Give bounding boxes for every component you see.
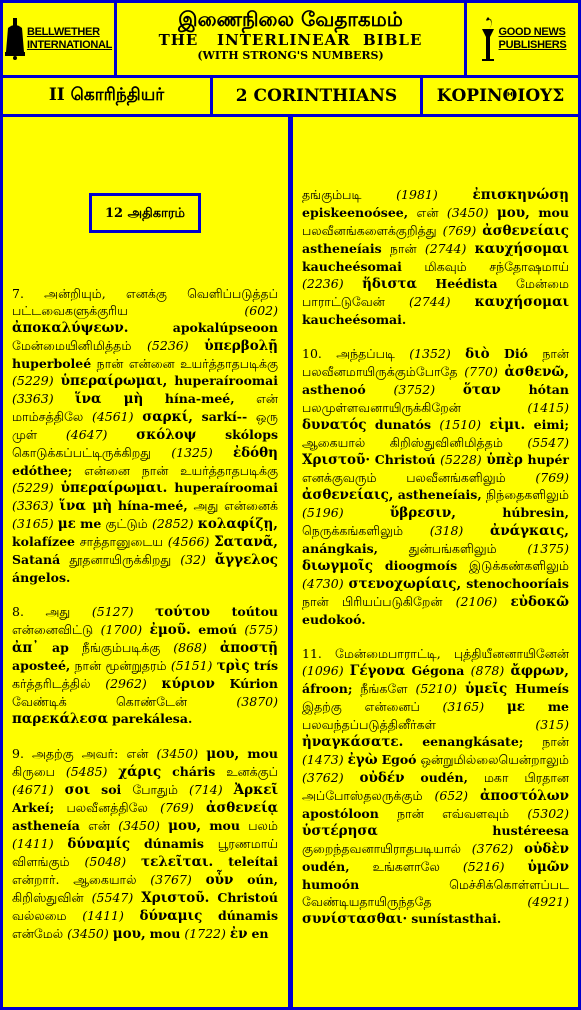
greek-word: με — [57, 516, 76, 532]
strongs-number: (3450) — [446, 205, 489, 220]
header — [0, 0, 581, 78]
greek-word: ὑμῶν — [527, 859, 569, 875]
strongs-number: (3363) — [12, 498, 54, 513]
transliteration: mou — [149, 926, 181, 941]
strongs-number: (3450) — [156, 746, 199, 761]
greek-word: Χριστοῦ. — [141, 890, 210, 906]
greek-word: ἐπισκηνώσῃ — [472, 187, 569, 203]
strongs-number: (5151) — [170, 658, 213, 673]
title-block — [117, 3, 464, 75]
logo-right-line2: PUBLISHERS — [498, 39, 567, 51]
transliteration: anángkais, — [302, 541, 379, 556]
strongs-number: (575) — [244, 622, 278, 637]
strongs-number: (868) — [173, 640, 207, 655]
transliteration: mou — [538, 205, 569, 220]
greek-word: παρεκάλεσα — [12, 711, 108, 727]
good-news-logo — [464, 3, 578, 75]
greek-word: ἀποστόλων — [479, 788, 569, 804]
strongs-number: (3165) — [442, 699, 485, 714]
transliteration: astheneíais, — [397, 487, 482, 502]
strongs-number: (2236) — [302, 276, 344, 291]
transliteration: sunístasthai. — [411, 911, 502, 926]
transliteration: dunatós — [374, 417, 432, 432]
greek-word: οὐδέν — [359, 770, 405, 786]
transliteration: dúnamis — [143, 836, 204, 851]
transliteration: dioogmoís — [384, 558, 458, 573]
transliteration: asthenoó — [302, 382, 366, 397]
verse-paragraph: 7. அன்றியும், எனக்கு வெளிப்படுத்தப் பட்டவைகளுக்குரிய (602) ἀποκαλύψεων. apokalúpseoon மேன்மையினிமித்தம் (5236) ὑπερβολῇ huperboleé நான் என்னை உயர்த்தாதபடிக்கு (5229) ὑπεραίρωμαι, huperaíroomai (3363) ἵνα μὴ hína-meé, என் மாம்சத்திலே (4561) σαρκί, sarkí-- ஒரு முள் (4647) σκόλοψ skólops கொடுக்கப்பட்டிருக்கிறது (1325) ἐδόθη edóthee; என்னை நான் உயர்த்தாதபடிக்கு (5229) ὑπεραίρωμαι. huperaíroomai (3363) ἵνα μὴ hína-meé, அது என்னைக் (3165) με me குட்டும் (2852) κολαφίζῃ, kolafízee சாத்தானுடைய (4566) Σατανᾶ, Sataná தூதனாயிருக்கிறது (32) ἄγγελος ángelos. — [12, 286, 278, 585]
greek-word: μου, — [112, 926, 146, 942]
title-tamil: இணைநிலை வேதாகமம் — [178, 7, 403, 31]
transliteration: en — [251, 926, 269, 941]
greek-word: καυχήσομαι — [474, 241, 569, 257]
strongs-number: (878) — [470, 663, 505, 678]
transliteration: oudén, — [302, 859, 350, 874]
book-title-tamil: II கொரிந்தியர் — [3, 78, 213, 114]
greek-word: ἥδιστα — [362, 276, 417, 292]
strongs-number: (769) — [535, 470, 569, 485]
strongs-number: (5216) — [462, 859, 505, 874]
transliteration: hupér — [527, 452, 569, 467]
greek-word: ἵνα μὴ — [59, 498, 113, 514]
strongs-number: (1096) — [302, 663, 344, 678]
book-title-greek: ΚΟΡΙΝΘΙΟΥΣ — [436, 86, 565, 106]
greek-word: σαρκί, — [142, 409, 193, 425]
strongs-number: (1325) — [171, 445, 213, 460]
greek-word: ὅταν — [462, 382, 501, 398]
greek-word: ἀσθενείαις, — [302, 487, 394, 503]
greek-word: ἐμοῦ. — [149, 622, 191, 638]
transliteration: edóthee; — [12, 463, 73, 478]
strongs-number: (5048) — [84, 854, 127, 869]
book-title-english: 2 CORINTHIANS — [213, 78, 423, 114]
strongs-number: (5210) — [415, 681, 458, 696]
bell-icon — [5, 18, 25, 60]
right-column — [302, 186, 569, 945]
strongs-number: (1981) — [396, 187, 438, 202]
transliteration: oudén, — [420, 770, 468, 785]
transliteration: oún, — [247, 872, 278, 887]
strongs-number: (32) — [180, 552, 206, 567]
transliteration: Christoú — [374, 452, 436, 467]
greek-word: δυνατός — [302, 417, 367, 433]
greek-word: ἄφρων, — [510, 663, 569, 679]
greek-word: σκόλοψ — [136, 427, 197, 443]
transliteration: me — [547, 699, 569, 714]
transliteration: stenochooríais — [466, 576, 569, 591]
strongs-number: (1352) — [409, 346, 451, 361]
greek-word: ἠναγκάσατε. — [302, 734, 404, 750]
transliteration: apostóloon — [302, 806, 379, 821]
strongs-number: (1375) — [527, 541, 569, 556]
left-verses — [12, 285, 278, 943]
strongs-number: (3870) — [236, 694, 278, 709]
transliteration: kaucheésomai — [302, 259, 402, 274]
bellwether-logo — [3, 3, 117, 75]
strongs-number: (1415) — [527, 400, 569, 415]
transliteration: ángelos. — [12, 570, 71, 585]
strongs-number: (5547) — [527, 435, 569, 450]
greek-word: καυχήσομαι — [474, 294, 569, 310]
transliteration: eenangkásate; — [422, 734, 524, 749]
transliteration: huperaíroomai — [174, 373, 278, 388]
greek-word: Σατανᾶ, — [214, 534, 278, 550]
strongs-number: (3450) — [118, 818, 160, 833]
transliteration: Sataná — [12, 552, 61, 567]
greek-word: Ἀρκεῖ — [233, 782, 278, 798]
greek-word: ὑπερβολῇ — [204, 338, 278, 354]
strongs-number: (1473) — [302, 752, 344, 767]
greek-word: δύναμις — [139, 908, 203, 924]
greek-word: ἀπ᾽ — [12, 640, 40, 656]
greek-word: ἀσθενῶ, — [504, 364, 569, 380]
strongs-number: (5547) — [91, 890, 134, 905]
greek-word: οὖν — [205, 872, 234, 888]
strongs-number: (4561) — [91, 409, 134, 424]
transliteration: astheneía — [12, 818, 80, 833]
verse-paragraph: 11. மேன்மைபாராட்டி, புத்தியீனனாயினேன் (1096) Γέγονα Gégona (878) ἄφρων, áfroon; நீங்களே (5210) ὑμεῖς Humeís இதற்கு என்னைப் (3165) με me பலவந்தப்படுத்தினீர்கள் (315) ἠναγκάσατε. eenangkásate; நான் (1473) ἐγὼ Egoó ஒன்றுமில்லையென்றாலும் (3762) οὐδέν oudén, மகா பிரதான அப்போஸ்தலருக்கும் (652) ἀποστόλων apostóloon நான் எவ்வளவும் (5302) ὑστέρησα hustéreesa குறைந்தவனாயிராதபடியால் (3762) οὐδὲν oudén, உங்களாலே (5216) ὑμῶν humoón மெச்சிக்கொள்ளப்பட வேண்டியதாயிருந்ததே (4921) συνίστασθαι· sunístasthai. — [302, 646, 569, 927]
greek-word: ὑστέρησα — [302, 823, 378, 839]
greek-word: ὑπὲρ — [486, 452, 523, 468]
transliteration: eimi; — [533, 417, 569, 432]
greek-word: ἀποκαλύψεων. — [12, 320, 129, 336]
strongs-number: (1510) — [439, 417, 481, 432]
transliteration: Kúrion — [229, 676, 278, 691]
transliteration: áfroon; — [302, 681, 353, 696]
greek-word: εἰμι. — [489, 417, 526, 433]
title-english: THE INTERLINEAR BIBLE — [158, 31, 423, 49]
greek-word: μου, — [496, 205, 530, 221]
transliteration: mou — [209, 818, 240, 833]
transliteration: Gégona — [411, 663, 465, 678]
strongs-number: (770) — [464, 364, 498, 379]
greek-word: με — [506, 699, 526, 715]
column-divider — [288, 117, 293, 1010]
transliteration: hustéreesa — [492, 823, 569, 838]
greek-word: κολαφίζῃ, — [197, 516, 278, 532]
greek-word: ἐγὼ — [347, 752, 378, 768]
transliteration: me — [80, 516, 102, 531]
transliteration: húbresin, — [502, 505, 569, 520]
strongs-number: (5127) — [91, 604, 134, 619]
logo-left-line2: INTERNATIONAL — [26, 39, 113, 51]
transliteration: episkeenoósee, — [302, 205, 409, 220]
transliteration: eudokoó. — [302, 612, 366, 627]
transliteration: hína-meé, — [164, 391, 235, 406]
greek-word: εὐδοκῶ — [510, 594, 569, 610]
left-column — [12, 120, 278, 960]
strongs-number: (3752) — [393, 382, 436, 397]
greek-word: ἀσθενείαις — [482, 223, 569, 239]
greek-word: τρὶς — [216, 658, 250, 674]
right-verses — [302, 186, 569, 928]
greek-word: ἐδόθη — [232, 445, 278, 461]
transliteration: Christoú — [217, 890, 278, 905]
greek-word: ὑμεῖς — [464, 681, 508, 697]
strongs-number: (2744) — [424, 241, 467, 256]
strongs-number: (3363) — [12, 391, 54, 406]
strongs-number: (1411) — [82, 908, 124, 923]
transliteration: Humeís — [515, 681, 569, 696]
strongs-number: (4921) — [527, 894, 569, 909]
greek-word: ὑπεραίρωμαι. — [60, 480, 168, 496]
greek-word: Γέγονα — [349, 663, 406, 679]
transliteration: hína-meé, — [117, 498, 188, 513]
greek-word: τελεῖται. — [141, 854, 214, 870]
strongs-number: (1722) — [184, 926, 226, 941]
verse-paragraph: 10. அந்தப்படி (1352) διὸ Dió நான் பலவீனமாயிருக்கும்போதே (770) ἀσθενῶ, asthenoó (3752) ὅταν hótan பலமுள்ளவனாயிருக்கிறேன் (1415) δυνατός dunatós (1510) εἰμι. eimi; ஆகையால் கிறிஸ்துவினிமித்தம் (5547) Χριστοῦ· Christoú (5228) ὑπὲρ hupér எனக்குவரும் பலவீனங்களிலும் (769) ἀσθενείαις, astheneíais, நிந்தைகளிலும் (5196) ὕβρεσιν, húbresin, நெருக்கங்களிலும் (318) ἀνάγκαις, anángkais, துன்பங்களிலும் (1375) διωγμοῖς dioogmoís இடுக்கண்களிலும் (4730) στενοχωρίαις, stenochooríais நான் பிரியப்படுகிறேன் (2106) εὐδοκῶ eudokoó. — [302, 346, 569, 627]
strongs-number: (652) — [434, 788, 469, 803]
strongs-number: (4671) — [12, 782, 54, 797]
transliteration: humoón — [302, 877, 360, 892]
strongs-number: (5302) — [527, 806, 569, 821]
verse-paragraph: 9. அதற்கு அவர்: என் (3450) μου, mou கிருபை (5485) χάρις cháris உனக்குப் (4671) σοι soi போதும் (714) Ἀρκεῖ Arkeí; பலவீனத்திலே (769) ἀσθενείᾳ astheneía என் (3450) μου, mou பலம் (1411) δύναμίς dúnamis பூரணமாய் விளங்கும் (5048) τελεῖται. teleítai என்றார். ஆகையால் (3767) οὖν oún, கிறிஸ்துவின் (5547) Χριστοῦ. Christoú வல்லமை (1411) δύναμις dúnamis என்மேல் (3450) μου, mou (1722) ἐν en — [12, 746, 278, 942]
strongs-number: (2744) — [408, 294, 451, 309]
transliteration: Dió — [504, 346, 528, 361]
strongs-number: (5485) — [65, 764, 108, 779]
transliteration: parekálesa. — [111, 711, 193, 726]
strongs-number: (2962) — [105, 676, 147, 691]
greek-word: διωγμοῖς — [302, 558, 373, 574]
strongs-number: (3762) — [302, 770, 344, 785]
strongs-number: (602) — [244, 303, 278, 318]
greek-word: οὐδὲν — [524, 841, 569, 857]
strongs-number: (318) — [429, 523, 464, 538]
greek-word: ὕβρεσιν, — [389, 505, 456, 521]
greek-word: δύναμίς — [67, 836, 131, 852]
transliteration: Arkeí; — [12, 800, 55, 815]
greek-word: ἐν — [229, 926, 248, 942]
book-title-bar — [0, 78, 581, 117]
strongs-number: (714) — [189, 782, 223, 797]
greek-word: διὸ — [465, 346, 490, 362]
strongs-number: (3762) — [471, 841, 514, 856]
transliteration: Egoó — [381, 752, 417, 767]
strongs-number: (3165) — [12, 516, 54, 531]
strongs-number: (5236) — [147, 338, 189, 353]
strongs-number: (1411) — [12, 836, 54, 851]
transliteration: astheneíais — [302, 241, 382, 256]
transliteration: apokalúpseoon — [172, 320, 278, 335]
strongs-number: (1700) — [100, 622, 143, 637]
transliteration: hótan — [528, 382, 569, 397]
chapter-heading: 12 அதிகாரம் — [89, 193, 201, 233]
greek-word: ἵνα μὴ — [75, 391, 144, 407]
strongs-number: (3767) — [150, 872, 192, 887]
greek-word: ὑπεραίρωμαι, — [60, 373, 168, 389]
verse-paragraph: தங்கும்படி (1981) ἐπισκηνώσῃ episkeenoósee, என் (3450) μου, mou பலவீனங்களைக்குறித்து (769) ἀσθενείαις astheneíais நான் (2744) καυχήσομαι kaucheésomai மிகவும் சந்தோஷமாய் (2236) ἥδιστα Heédista மேன்மை பாராட்டுவேன் (2744) καυχήσομαι kaucheésomai. — [302, 187, 569, 327]
greek-word: συνίστασθαι· — [302, 911, 408, 927]
greek-word: μου, — [206, 746, 240, 762]
transliteration: sarkí-- — [201, 409, 248, 424]
strongs-number: (5229) — [12, 373, 54, 388]
torch-icon — [479, 17, 497, 61]
greek-word: τούτου — [155, 604, 210, 620]
transliteration: toútou — [231, 604, 278, 619]
strongs-number: (5196) — [302, 505, 344, 520]
transliteration: ap — [52, 640, 69, 655]
transliteration: emoú — [198, 622, 237, 637]
greek-word: ἄγγελος — [214, 552, 278, 568]
transliteration: kaucheésomai. — [302, 312, 407, 327]
greek-word: σοι — [64, 782, 91, 798]
logo-left-line1: BELLWETHER — [26, 26, 100, 38]
verse-paragraph: 8. அது (5127) τούτου toútou என்னைவிட்டு (1700) ἐμοῦ. emoú (575) ἀπ᾽ ap நீங்கும்படிக்கு (868) ἀποστῇ aposteé, நான் மூன்றுதரம் (5151) τρὶς trís கர்த்தரிடத்தில் (2962) κύριον Kúrion வேண்டிக் கொண்டேன் (3870) παρεκάλεσα parekálesa. — [12, 604, 279, 727]
transliteration: kolafízee — [12, 534, 75, 549]
strongs-number: (315) — [535, 717, 569, 732]
strongs-number: (3450) — [67, 926, 109, 941]
transliteration: teleítai — [228, 854, 278, 869]
transliteration: Heédista — [435, 276, 498, 291]
greek-word: μου, — [168, 818, 202, 834]
greek-word: ἀνάγκαις, — [489, 523, 569, 539]
strongs-number: (4566) — [167, 534, 210, 549]
transliteration: trís — [253, 658, 278, 673]
strongs-number: (769) — [442, 223, 477, 238]
strongs-number: (5229) — [12, 480, 54, 495]
transliteration: skólops — [225, 427, 278, 442]
transliteration: huperboleé — [12, 356, 92, 371]
transliteration: cháris — [172, 764, 216, 779]
strongs-number: (2106) — [455, 594, 498, 609]
greek-word: χάρις — [118, 764, 162, 780]
strongs-number: (5228) — [440, 452, 482, 467]
greek-word: ἀσθενείᾳ — [205, 800, 278, 816]
logo-right-line1: GOOD NEWS — [498, 26, 566, 38]
strongs-number: (769) — [160, 800, 194, 815]
strongs-number: (2852) — [151, 516, 194, 531]
greek-word: Χριστοῦ· — [302, 452, 371, 468]
strongs-number: (4730) — [302, 576, 344, 591]
title-subtitle: (WITH STRONG'S NUMBERS) — [197, 49, 384, 62]
greek-word: στενοχωρίαις, — [348, 576, 462, 592]
transliteration: soi — [101, 782, 122, 797]
transliteration: huperaíroomai — [174, 480, 278, 495]
greek-word: ἀποστῇ — [219, 640, 279, 656]
transliteration: mou — [247, 746, 278, 761]
strongs-number: (4647) — [65, 427, 108, 442]
transliteration: dúnamis — [217, 908, 278, 923]
transliteration: aposteé, — [12, 658, 71, 673]
greek-word: κύριον — [161, 676, 215, 692]
